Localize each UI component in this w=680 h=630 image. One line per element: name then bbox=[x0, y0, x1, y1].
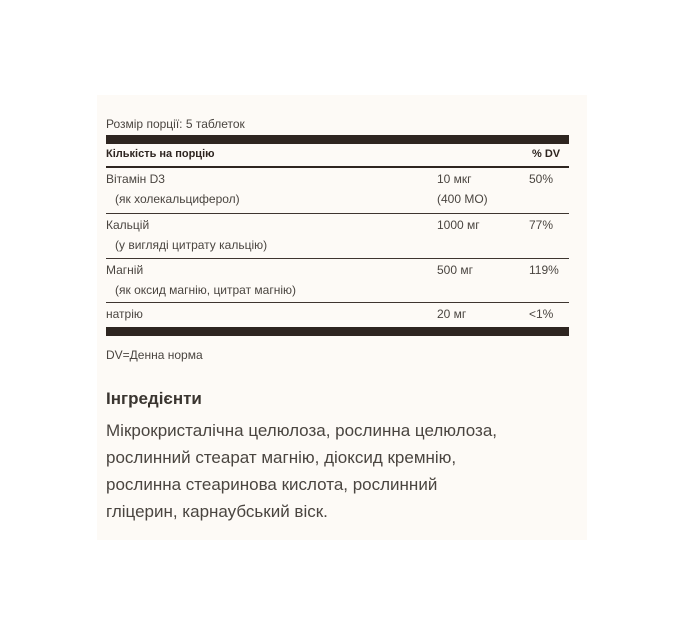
dv-footnote: DV=Денна норма bbox=[106, 348, 203, 362]
ingredients-line: Мікрокристалічна целюлоза, рослинна целюлоза, bbox=[106, 421, 497, 440]
row-divider bbox=[106, 213, 569, 214]
nutrient-name: Вітамін D3 bbox=[106, 172, 165, 186]
nutrient-amount: 1000 мг bbox=[437, 218, 480, 232]
serving-size: Розмір порції: 5 таблеток bbox=[106, 117, 245, 131]
table-header bbox=[106, 148, 569, 160]
supplement-facts-panel bbox=[97, 95, 587, 540]
ingredients-line: гліцерин, карнаубський віск. bbox=[106, 502, 328, 521]
ingredients-line: рослинна стеаринова кислота, рослинний bbox=[106, 475, 438, 494]
ingredients-text bbox=[106, 417, 578, 525]
nutrient-amount: 500 мг bbox=[437, 263, 473, 277]
nutrient-form: (у вигляді цитрату кальцію) bbox=[115, 238, 268, 252]
ingredients-heading: Інгредієнти bbox=[106, 389, 202, 408]
row-divider bbox=[106, 302, 569, 303]
nutrient-amount: 20 мг bbox=[437, 307, 467, 321]
nutrient-name: Магній bbox=[106, 263, 144, 277]
dv-heading: % DV bbox=[532, 148, 561, 160]
amount-per-serving-heading: Кількість на порцію bbox=[106, 148, 215, 160]
nutrient-dv: <1% bbox=[529, 307, 554, 321]
nutrient-name: натрію bbox=[106, 307, 143, 321]
ingredients-line: рослинний стеарат магнію, діоксид кремнію, bbox=[106, 448, 457, 467]
nutrient-dv: 77% bbox=[529, 218, 554, 232]
nutrient-form: (як холекальциферол) bbox=[115, 192, 240, 206]
nutrient-dv: 119% bbox=[529, 263, 559, 277]
top-divider-bar bbox=[106, 135, 569, 144]
header-divider bbox=[106, 166, 569, 168]
bottom-divider-bar bbox=[106, 327, 569, 336]
nutrient-dv: 50% bbox=[529, 172, 554, 186]
row-divider bbox=[106, 258, 569, 259]
nutrient-amount-iu: (400 МО) bbox=[437, 192, 488, 206]
nutrient-amount: 10 мкг bbox=[437, 172, 472, 186]
nutrient-form: (як оксид магнію, цитрат магнію) bbox=[115, 283, 297, 297]
nutrient-name: Кальцій bbox=[106, 218, 150, 232]
